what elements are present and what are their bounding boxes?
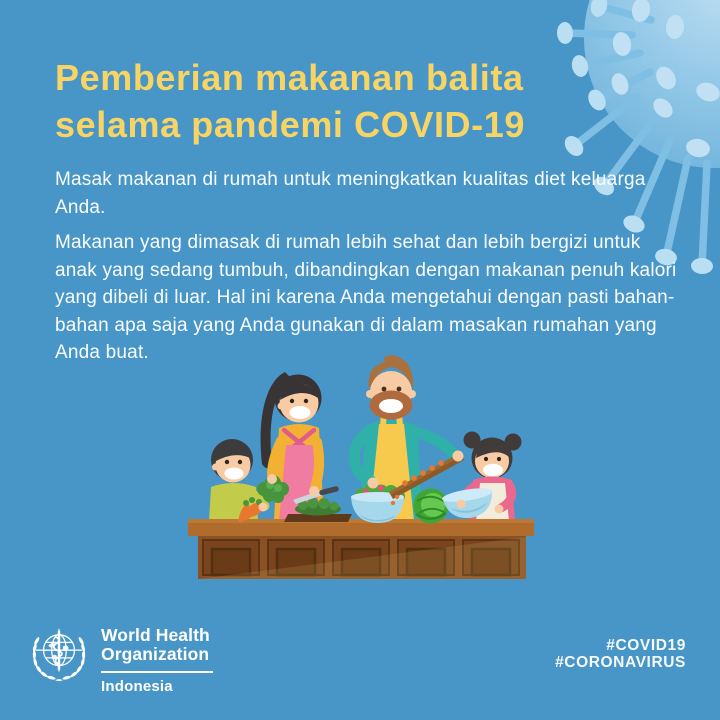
kitchen-counter — [188, 519, 534, 579]
who-logo-text — [101, 626, 213, 695]
title-line-1: Pemberian makanan balita — [55, 57, 524, 98]
who-emblem-icon — [30, 626, 88, 684]
hashtags — [555, 638, 686, 671]
body-paragraph-1: Masak makanan di rumah untuk meningkatkan kualitas diet keluarga Anda. — [55, 169, 646, 218]
page-title — [55, 54, 525, 148]
who-name-line-1: World Health — [101, 625, 210, 645]
who-country-label: Indonesia — [101, 678, 173, 695]
who-logo — [30, 626, 213, 695]
hashtag-coronavirus: #CORONAVIRUS — [555, 653, 686, 671]
who-name-line-2: Organization — [101, 644, 210, 664]
body-paragraph-2: Makanan yang dimasak di rumah lebih sehat dan lebih bergizi untuk anak yang sedang tumbuh, dibandingkan dengan makanan penuh kalori yang dibeli di luar. Hal ini karena Anda mengetahui dengan pasti bahan-bahan apa saja yang Anda gunakan di dalam masakan rumahan yang Anda buat. — [55, 232, 677, 363]
who-logo-divider — [101, 671, 213, 673]
hashtag-covid19: #COVID19 — [606, 637, 686, 654]
title-line-2: selama pandemi COVID-19 — [55, 104, 525, 145]
family-cooking-illustration — [180, 352, 556, 598]
